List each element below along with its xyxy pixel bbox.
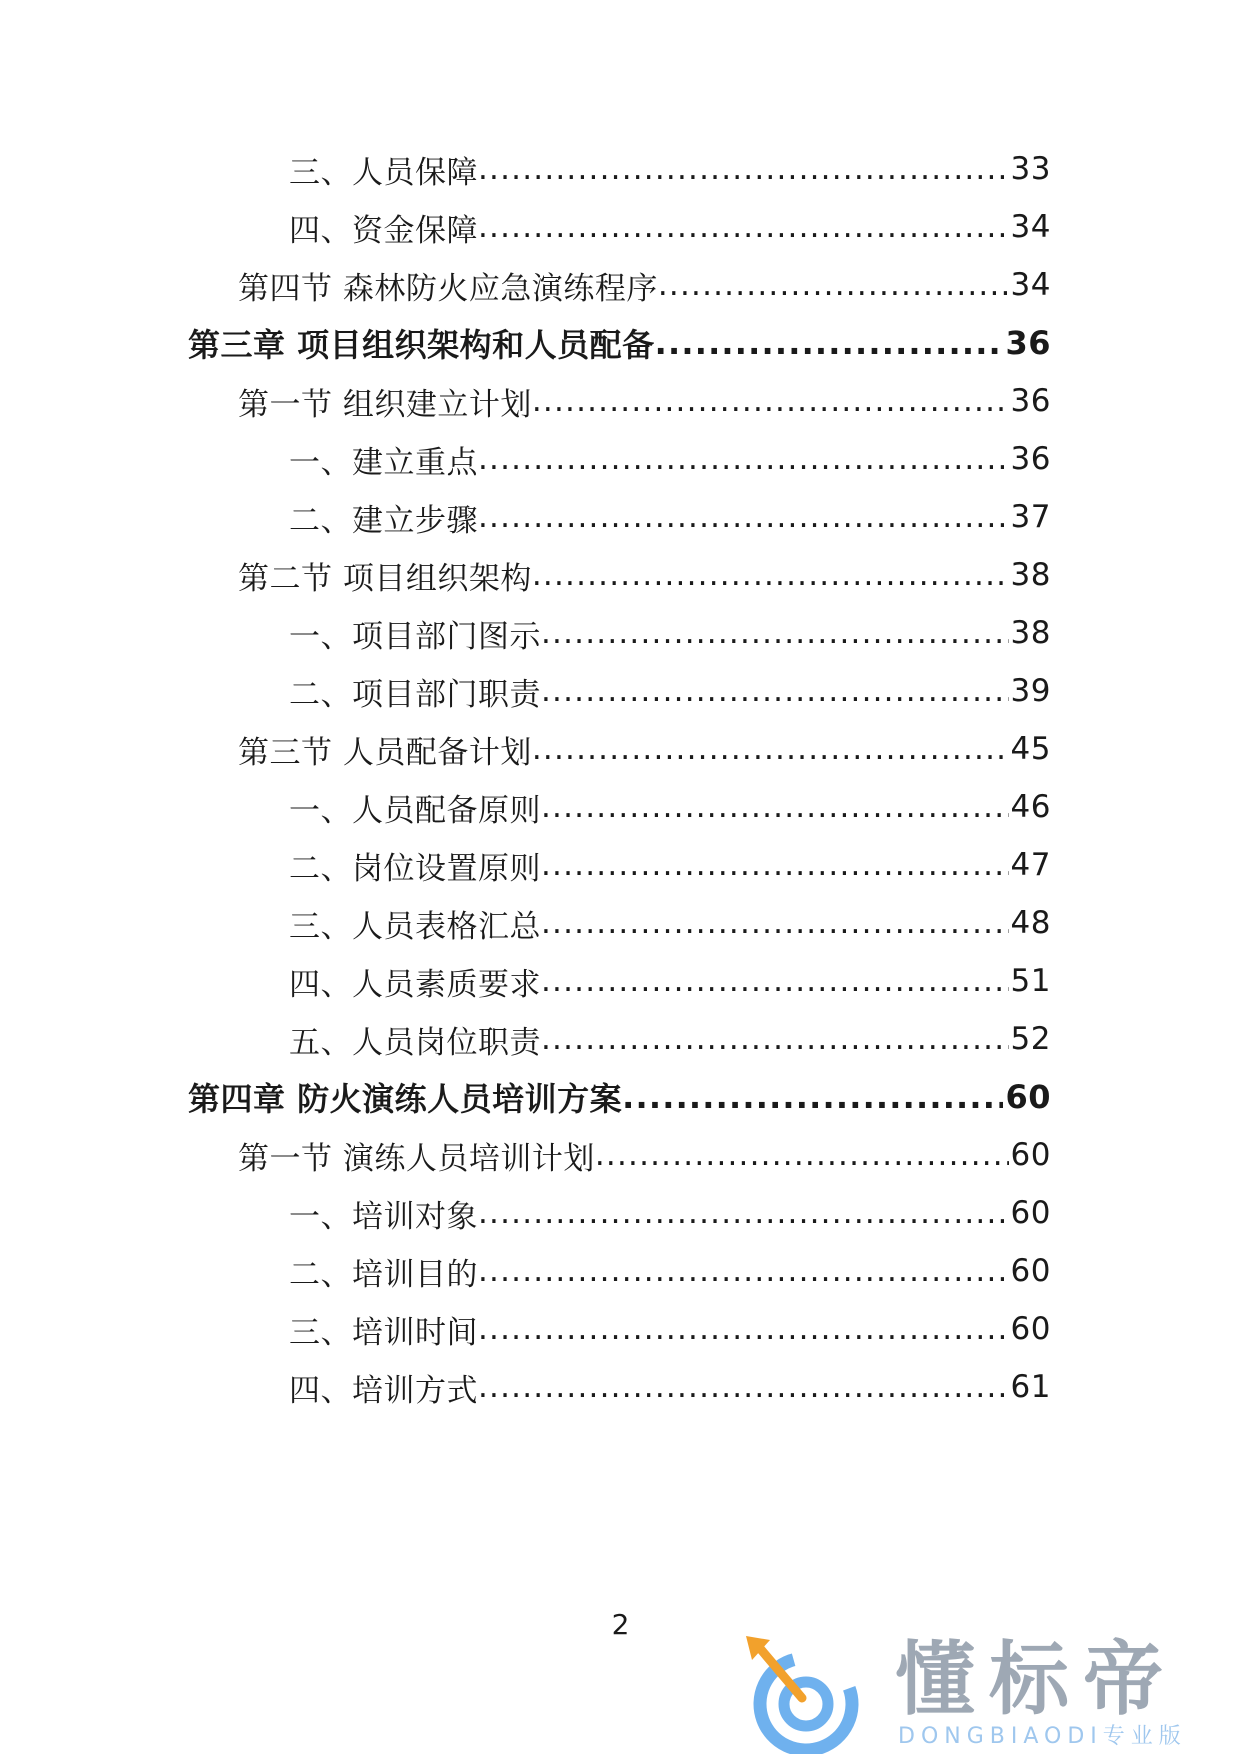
toc-entry[interactable] (289, 666, 1051, 716)
toc-entry[interactable] (289, 434, 1051, 484)
toc-entry-title: 第四节 森林防火应急演练程序 (238, 270, 658, 307)
toc-leader-dots (541, 847, 1009, 883)
toc-entry[interactable] (238, 260, 1051, 310)
toc-entry-page: 34 (1010, 209, 1051, 245)
toc-entry[interactable] (289, 1246, 1051, 1296)
toc-entry-title: 第二节 项目组织架构 (238, 560, 532, 597)
toc-chapter-entry[interactable] (188, 1072, 1051, 1122)
page-number: 2 (611, 1608, 630, 1641)
toc-entry-title: 三、人员表格汇总 (289, 908, 541, 945)
toc-leader-dots (478, 1311, 1009, 1347)
toc-entry[interactable] (289, 608, 1051, 658)
toc-entry-page: 60 (1010, 1137, 1051, 1173)
toc-entry-title: 二、项目部门职责 (289, 676, 541, 713)
toc-entry[interactable] (289, 492, 1051, 542)
toc-leader-dots (532, 731, 1009, 767)
toc-leader-dots (478, 1369, 1009, 1405)
toc-entry-title: 第一节 组织建立计划 (238, 386, 532, 423)
toc-entry-page: 37 (1010, 499, 1051, 535)
toc-entry-title: 一、建立重点 (289, 444, 478, 481)
toc-leader-dots (622, 1078, 1003, 1116)
toc-leader-dots (658, 267, 1009, 303)
toc-leader-dots (532, 557, 1009, 593)
toc-entry[interactable] (289, 840, 1051, 890)
toc-entry[interactable] (289, 898, 1051, 948)
toc-entry-title: 第三章 项目组织架构和人员配备 (188, 326, 655, 364)
toc-entry-page: 38 (1010, 615, 1051, 651)
toc-entry-page: 61 (1010, 1369, 1051, 1405)
toc-leader-dots (532, 383, 1009, 419)
toc-chapter-entry[interactable] (188, 318, 1051, 368)
toc-leader-dots (541, 615, 1009, 651)
toc-entry[interactable] (238, 724, 1051, 774)
toc-entry-title: 第三节 人员配备计划 (238, 734, 532, 771)
toc-leader-dots (595, 1137, 1009, 1173)
toc-entry-page: 45 (1010, 731, 1051, 767)
toc-entry-page: 34 (1010, 267, 1051, 303)
toc-entry[interactable] (289, 1014, 1051, 1064)
toc-leader-dots (541, 673, 1009, 709)
toc-leader-dots (478, 499, 1009, 535)
toc-entry-title: 一、人员配备原则 (289, 792, 541, 829)
toc-entry-page: 47 (1010, 847, 1051, 883)
toc-entry[interactable] (289, 956, 1051, 1006)
toc-entry-page: 48 (1010, 905, 1051, 941)
toc-entry[interactable] (238, 550, 1051, 600)
toc-entry-title: 五、人员岗位职责 (289, 1024, 541, 1061)
target-arrow-logo-icon (740, 1632, 868, 1754)
toc-leader-dots (541, 963, 1009, 999)
toc-leader-dots (478, 441, 1009, 477)
toc-entry-page: 36 (1005, 324, 1051, 362)
toc-entry-page: 60 (1010, 1253, 1051, 1289)
toc-leader-dots (478, 209, 1009, 245)
toc-entry-title: 四、资金保障 (289, 212, 478, 249)
toc-entry-title: 二、建立步骤 (289, 502, 478, 539)
toc-entry-title: 一、项目部门图示 (289, 618, 541, 655)
toc-entry[interactable] (289, 782, 1051, 832)
toc-leader-dots (541, 1021, 1009, 1057)
toc-entry-page: 60 (1005, 1078, 1051, 1116)
toc-entry-title: 第一节 演练人员培训计划 (238, 1140, 595, 1177)
watermark-brand: 懂标帝 (895, 1633, 1177, 1726)
toc-leader-dots (478, 151, 1009, 187)
toc-leader-dots (541, 789, 1009, 825)
toc-entry-page: 38 (1010, 557, 1051, 593)
toc-entry[interactable] (238, 376, 1051, 426)
toc-entry-title: 四、人员素质要求 (289, 966, 541, 1003)
toc-entry-page: 51 (1010, 963, 1051, 999)
toc-entry[interactable] (289, 202, 1051, 252)
toc-entry[interactable] (238, 1130, 1051, 1180)
toc-entry-title: 二、岗位设置原则 (289, 850, 541, 887)
toc-entry-title: 第四章 防火演练人员培训方案 (188, 1080, 623, 1118)
toc-entry-page: 60 (1010, 1311, 1051, 1347)
toc-entry[interactable] (289, 144, 1051, 194)
toc-entry-page: 60 (1010, 1195, 1051, 1231)
toc-entry-page: 39 (1010, 673, 1051, 709)
toc-leader-dots (478, 1195, 1009, 1231)
watermark (740, 1632, 1241, 1754)
toc-entry[interactable] (289, 1362, 1051, 1412)
toc-entry-title: 二、培训目的 (289, 1256, 478, 1293)
toc-entry-page: 46 (1010, 789, 1051, 825)
toc-entry[interactable] (289, 1304, 1051, 1354)
toc-leader-dots (478, 1253, 1009, 1289)
toc-entry-page: 36 (1010, 383, 1051, 419)
toc-leader-dots (541, 905, 1009, 941)
toc-entry-page: 52 (1010, 1021, 1051, 1057)
toc-entry-title: 三、人员保障 (289, 154, 478, 191)
toc-entry-title: 四、培训方式 (289, 1372, 478, 1409)
toc-leader-dots (655, 324, 1004, 362)
toc-entry-page: 36 (1010, 441, 1051, 477)
toc-entry[interactable] (289, 1188, 1051, 1238)
toc-entry-title: 一、培训对象 (289, 1198, 478, 1235)
watermark-subtitle: DONGBIAODI专业版 (898, 1724, 1187, 1749)
toc-entry-page: 33 (1010, 151, 1051, 187)
toc-entry-title: 三、培训时间 (289, 1314, 478, 1351)
